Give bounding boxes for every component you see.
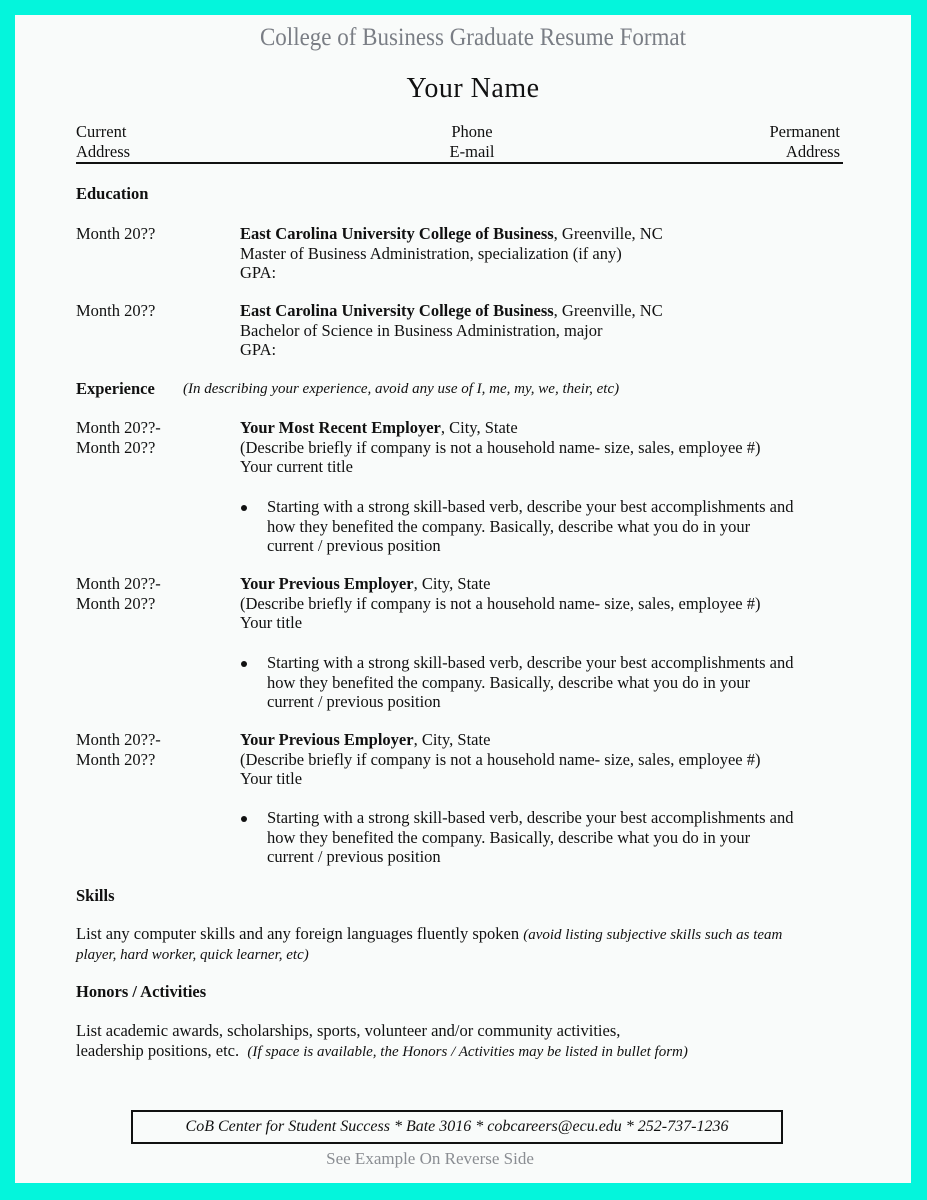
school-location: , Greenville, NC (553, 224, 663, 243)
current-address-line1: Current (76, 122, 127, 141)
honors-body (76, 1021, 688, 1062)
resume-page (15, 15, 911, 1183)
phone-label: Phone (451, 122, 493, 141)
employer-location: , City, State (413, 574, 491, 593)
experience-entry-3 (240, 730, 761, 789)
skills-text: List any computer skills and any foreign languages fluently spoken (76, 924, 524, 943)
header-divider (76, 162, 843, 164)
honors-line-2: leadership positions, etc. (76, 1040, 248, 1060)
bullet-line: Starting with a strong skill-based verb, describe your best accomplishments and (267, 653, 794, 672)
gpa: GPA: (240, 340, 277, 359)
job-title: Your title (240, 613, 303, 632)
bullet-line: how they benefited the company. Basically, describe what you do in your (267, 672, 751, 692)
job-title: Your current title (240, 457, 353, 476)
experience-dates-1 (76, 418, 161, 457)
degree: Bachelor of Science in Business Administration, major (240, 320, 603, 340)
bullet-line: current / previous position (267, 536, 441, 555)
see-example-note: See Example On Reverse Side (326, 1149, 534, 1168)
permanent-address-label (769, 122, 840, 161)
skills-note-continued: player, hard worker, quick learner, etc) (76, 946, 309, 963)
bullet-line: current / previous position (267, 692, 441, 711)
career-center-contact-box: CoB Center for Student Success * Bate 3016 * cobcareers@ecu.edu * 252-737-1236 (131, 1110, 783, 1144)
experience-heading: Experience (76, 379, 155, 398)
experience-dates-2 (76, 574, 161, 613)
experience-entry-1 (240, 418, 761, 477)
bullet-line: current / previous position (267, 847, 441, 866)
bullet-icon (241, 505, 247, 511)
company-description: (Describe briefly if company is not a household name- size, sales, employee #) (240, 437, 761, 457)
skills-heading: Skills (76, 886, 115, 905)
honors-heading: Honors / Activities (76, 982, 207, 1001)
accomplishment-bullet-3 (267, 808, 794, 867)
bullet-line: how they benefited the company. Basically, describe what you do in your (267, 516, 751, 536)
honors-note: (If space is available, the Honors / Activities may be listed in bullet form) (247, 1043, 688, 1060)
education-heading: Education (76, 184, 149, 203)
permanent-address-line2: Address (785, 141, 840, 161)
employer-location: , City, State (413, 730, 491, 749)
company-description: (Describe briefly if company is not a household name- size, sales, employee #) (240, 749, 761, 769)
experience-dates-3 (76, 730, 161, 769)
employer-location: , City, State (440, 418, 518, 437)
date-start: Month 20??- (76, 418, 161, 437)
date-start: Month 20??- (76, 730, 161, 749)
school-name: East Carolina University College of Business (240, 301, 554, 320)
school-location: , Greenville, NC (553, 301, 663, 320)
honors-line-1: List academic awards, scholarships, sports, volunteer and/or community activities, (76, 1021, 621, 1040)
employer-name: Your Most Recent Employer (240, 418, 441, 437)
bullet-line: Starting with a strong skill-based verb, describe your best accomplishments and (267, 497, 794, 516)
employer-name: Your Previous Employer (240, 574, 414, 593)
bullet-line: Starting with a strong skill-based verb, describe your best accomplishments and (267, 808, 794, 827)
job-title: Your title (240, 769, 303, 788)
current-address-line2: Address (76, 141, 131, 161)
gpa: GPA: (240, 263, 277, 282)
accomplishment-bullet-1 (267, 497, 794, 556)
skills-note: (avoid listing subjective skills such as team (523, 927, 783, 943)
experience-note: (In describing your experience, avoid any use of I, me, my, we, their, etc) (183, 381, 620, 397)
date-start: Month 20??- (76, 574, 161, 593)
education-date-1: Month 20?? (76, 224, 156, 243)
skills-body (76, 924, 782, 965)
education-entry-1 (240, 224, 663, 283)
permanent-address-line1: Permanent (769, 122, 840, 141)
bullet-line: how they benefited the company. Basically, describe what you do in your (267, 827, 751, 847)
education-entry-2 (240, 301, 663, 360)
name-heading: Your Name (406, 73, 540, 104)
experience-entry-2 (240, 574, 761, 633)
bullet-icon (241, 661, 247, 667)
document-title: College of Business Graduate Resume Format (259, 24, 687, 51)
employer-name: Your Previous Employer (240, 730, 414, 749)
school-name: East Carolina University College of Business (240, 224, 554, 243)
bullet-icon (241, 816, 247, 822)
degree: Master of Business Administration, specialization (if any) (240, 243, 622, 263)
accomplishment-bullet-2 (267, 653, 794, 712)
company-description: (Describe briefly if company is not a household name- size, sales, employee #) (240, 593, 761, 613)
education-date-2: Month 20?? (76, 301, 156, 320)
date-end: Month 20?? (76, 593, 156, 613)
date-end: Month 20?? (76, 749, 156, 769)
date-end: Month 20?? (76, 437, 156, 457)
email-label: E-mail (449, 141, 495, 161)
